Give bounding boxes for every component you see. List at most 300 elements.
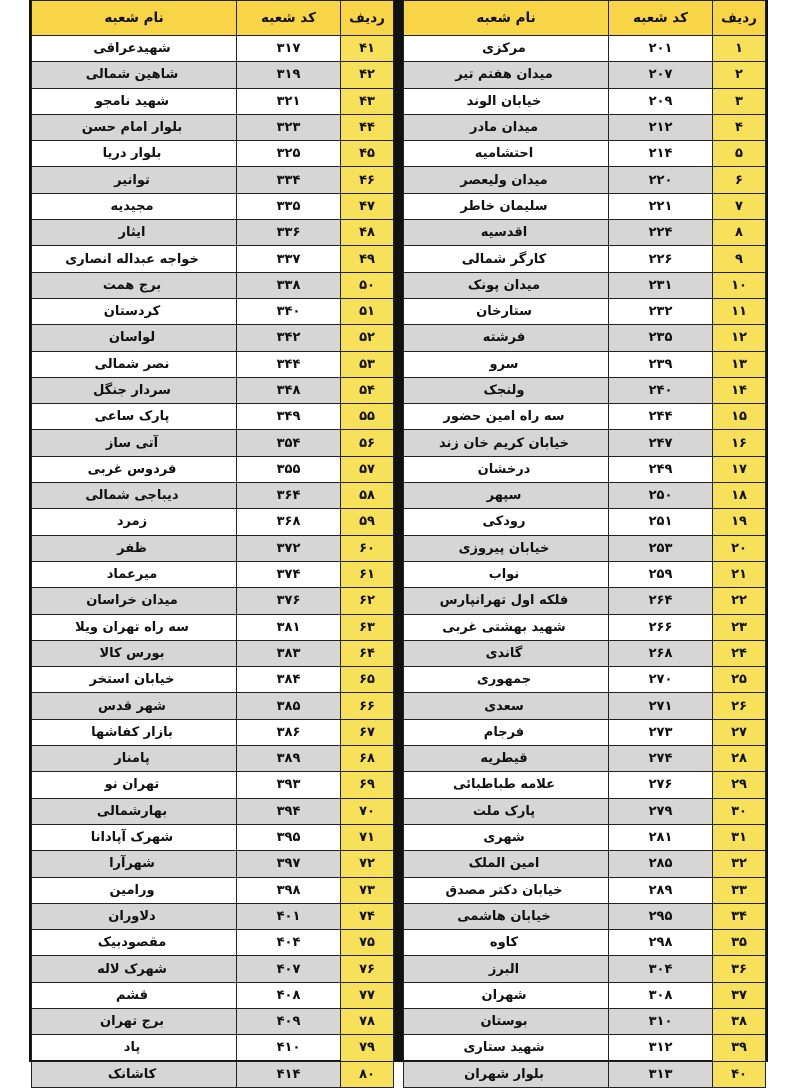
row-number-cell: ۵ bbox=[713, 141, 766, 167]
table-row bbox=[404, 62, 766, 88]
row-number-cell: ۲۹ bbox=[713, 772, 766, 798]
table-row bbox=[404, 141, 766, 167]
table-row bbox=[32, 982, 394, 1008]
branch-code-cell: ۲۷۶ bbox=[609, 772, 713, 798]
table-row bbox=[32, 614, 394, 640]
branch-name-cell: ایثار bbox=[32, 220, 237, 246]
table-body bbox=[32, 36, 394, 1088]
branch-table-right bbox=[401, 0, 768, 1082]
table-row bbox=[404, 1061, 766, 1087]
row-number-cell: ۶۸ bbox=[341, 746, 394, 772]
branch-name-cell: پارک ملت bbox=[404, 798, 609, 824]
branch-name-cell: ظفر bbox=[32, 535, 237, 561]
branch-code-cell: ۲۲۰ bbox=[609, 167, 713, 193]
branch-code-cell: ۲۰۷ bbox=[609, 62, 713, 88]
row-number-cell: ۴۹ bbox=[341, 246, 394, 272]
branch-code-cell: ۳۱۳ bbox=[609, 1061, 713, 1087]
branch-name-cell: درخشان bbox=[404, 456, 609, 482]
branch-name-cell: برج تهران bbox=[32, 1008, 237, 1034]
branch-code-cell: ۳۸۱ bbox=[237, 614, 341, 640]
table-row bbox=[404, 640, 766, 666]
table-row bbox=[32, 220, 394, 246]
branch-name-cell: خیابان هاشمی bbox=[404, 903, 609, 929]
table-row bbox=[32, 377, 394, 403]
branch-code-cell: ۳۵۵ bbox=[237, 456, 341, 482]
branch-name-cell: میدان خراسان bbox=[32, 588, 237, 614]
table-row bbox=[404, 851, 766, 877]
branch-name-cell: خیابان کریم خان زند bbox=[404, 430, 609, 456]
branch-name-cell: قیطریه bbox=[404, 746, 609, 772]
branch-name-cell: بهارشمالی bbox=[32, 798, 237, 824]
row-number-cell: ۴۷ bbox=[341, 193, 394, 219]
branch-name-cell: بازار کفاشها bbox=[32, 719, 237, 745]
branch-name-cell: تهران نو bbox=[32, 772, 237, 798]
table-row bbox=[32, 851, 394, 877]
row-number-cell: ۳۲ bbox=[713, 851, 766, 877]
branch-code-cell: ۳۸۴ bbox=[237, 667, 341, 693]
branch-name-cell: سه راه تهران ویلا bbox=[32, 614, 237, 640]
branch-name-cell: امین الملک bbox=[404, 851, 609, 877]
row-number-cell: ۶۴ bbox=[341, 640, 394, 666]
table-row bbox=[32, 903, 394, 929]
branch-name-cell: سپهر bbox=[404, 483, 609, 509]
row-number-cell: ۷ bbox=[713, 193, 766, 219]
branch-code-cell: ۳۳۷ bbox=[237, 246, 341, 272]
table-row bbox=[32, 246, 394, 272]
row-number-cell: ۶۹ bbox=[341, 772, 394, 798]
row-number-cell: ۷۹ bbox=[341, 1035, 394, 1061]
branch-name-cell: نصر شمالی bbox=[32, 351, 237, 377]
table-row bbox=[32, 272, 394, 298]
row-number-cell: ۶۶ bbox=[341, 693, 394, 719]
table-header-row bbox=[32, 1, 394, 36]
branch-code-cell: ۴۰۹ bbox=[237, 1008, 341, 1034]
table-row bbox=[32, 772, 394, 798]
branch-name-cell: خیابان پیروزی bbox=[404, 535, 609, 561]
row-number-cell: ۶۱ bbox=[341, 561, 394, 587]
branch-name-cell: کاوه bbox=[404, 930, 609, 956]
branch-code-cell: ۲۰۹ bbox=[609, 88, 713, 114]
row-number-cell: ۷۳ bbox=[341, 877, 394, 903]
table-row bbox=[32, 351, 394, 377]
branch-code-cell: ۳۲۳ bbox=[237, 114, 341, 140]
row-number-cell: ۲۳ bbox=[713, 614, 766, 640]
branch-name-cell: فرجام bbox=[404, 719, 609, 745]
branch-code-cell: ۲۹۸ bbox=[609, 930, 713, 956]
table-row bbox=[404, 561, 766, 587]
row-number-cell: ۲۰ bbox=[713, 535, 766, 561]
branch-code-cell: ۲۵۳ bbox=[609, 535, 713, 561]
table-row bbox=[404, 824, 766, 850]
branch-name-cell: سلیمان خاطر bbox=[404, 193, 609, 219]
branch-code-cell: ۲۴۷ bbox=[609, 430, 713, 456]
table-row bbox=[32, 561, 394, 587]
row-number-cell: ۳۹ bbox=[713, 1035, 766, 1061]
branch-code-cell: ۲۲۱ bbox=[609, 193, 713, 219]
branch-code-cell: ۲۳۱ bbox=[609, 272, 713, 298]
row-number-cell: ۶ bbox=[713, 167, 766, 193]
table-row bbox=[32, 404, 394, 430]
row-number-cell: ۳۸ bbox=[713, 1008, 766, 1034]
branch-name-cell: خیابان دکتر مصدق bbox=[404, 877, 609, 903]
row-number-cell: ۴ bbox=[713, 114, 766, 140]
table-row bbox=[32, 483, 394, 509]
row-number-cell: ۲۶ bbox=[713, 693, 766, 719]
row-number-cell: ۷۵ bbox=[341, 930, 394, 956]
branch-name-cell: شهید نامجو bbox=[32, 88, 237, 114]
row-number-cell: ۱۴ bbox=[713, 377, 766, 403]
row-number-cell: ۱۰ bbox=[713, 272, 766, 298]
table-row bbox=[32, 588, 394, 614]
row-number-cell: ۱۵ bbox=[713, 404, 766, 430]
branch-name-cell: سعدی bbox=[404, 693, 609, 719]
branch-code-cell: ۴۰۴ bbox=[237, 930, 341, 956]
branch-code-cell: ۳۷۲ bbox=[237, 535, 341, 561]
table-row bbox=[32, 877, 394, 903]
row-number-cell: ۶۲ bbox=[341, 588, 394, 614]
branch-name-cell: رودکی bbox=[404, 509, 609, 535]
table-row bbox=[404, 404, 766, 430]
table-row bbox=[404, 535, 766, 561]
row-number-cell: ۷۸ bbox=[341, 1008, 394, 1034]
table-row bbox=[404, 588, 766, 614]
table-row bbox=[32, 325, 394, 351]
row-number-cell: ۶۵ bbox=[341, 667, 394, 693]
branch-code-cell: ۳۹۴ bbox=[237, 798, 341, 824]
row-number-cell: ۲ bbox=[713, 62, 766, 88]
branch-code-cell: ۳۴۹ bbox=[237, 404, 341, 430]
header-branch-name: نام شعبه bbox=[404, 1, 609, 36]
branch-code-cell: ۴۰۱ bbox=[237, 903, 341, 929]
branch-code-cell: ۲۷۱ bbox=[609, 693, 713, 719]
table-row bbox=[32, 114, 394, 140]
row-number-cell: ۶۳ bbox=[341, 614, 394, 640]
row-number-cell: ۷۲ bbox=[341, 851, 394, 877]
branch-code-cell: ۲۷۰ bbox=[609, 667, 713, 693]
branch-name-cell: کردستان bbox=[32, 298, 237, 324]
branch-code-cell: ۳۸۵ bbox=[237, 693, 341, 719]
row-number-cell: ۹ bbox=[713, 246, 766, 272]
branch-name-cell: احتشامیه bbox=[404, 141, 609, 167]
branch-name-cell: ولنجک bbox=[404, 377, 609, 403]
table-row bbox=[404, 772, 766, 798]
branch-code-cell: ۳۹۵ bbox=[237, 824, 341, 850]
row-number-cell: ۱۳ bbox=[713, 351, 766, 377]
row-number-cell: ۶۷ bbox=[341, 719, 394, 745]
branch-code-cell: ۲۲۴ bbox=[609, 220, 713, 246]
branch-code-cell: ۲۴۰ bbox=[609, 377, 713, 403]
branch-code-cell: ۲۹۵ bbox=[609, 903, 713, 929]
branch-name-cell: شهری bbox=[404, 824, 609, 850]
row-number-cell: ۴۵ bbox=[341, 141, 394, 167]
branch-name-cell: بلوار شهران bbox=[404, 1061, 609, 1087]
table-row bbox=[404, 746, 766, 772]
row-number-cell: ۷۱ bbox=[341, 824, 394, 850]
branch-code-cell: ۲۶۶ bbox=[609, 614, 713, 640]
branch-code-cell: ۲۷۴ bbox=[609, 746, 713, 772]
branch-name-cell: دلاوران bbox=[32, 903, 237, 929]
table-row bbox=[404, 167, 766, 193]
branch-code-cell: ۴۱۴ bbox=[237, 1061, 341, 1087]
branch-name-cell: شهرک آپادانا bbox=[32, 824, 237, 850]
table-row bbox=[404, 351, 766, 377]
branch-name-cell: میرعماد bbox=[32, 561, 237, 587]
row-number-cell: ۵۰ bbox=[341, 272, 394, 298]
branch-name-cell: بلوار امام حسن bbox=[32, 114, 237, 140]
branch-name-cell: قشم bbox=[32, 982, 237, 1008]
branch-name-cell: فردوس غربی bbox=[32, 456, 237, 482]
row-number-cell: ۸ bbox=[713, 220, 766, 246]
branch-code-cell: ۲۸۹ bbox=[609, 877, 713, 903]
branch-name-cell: میدان مادر bbox=[404, 114, 609, 140]
table-row bbox=[32, 509, 394, 535]
branch-name-cell: مقصودبیک bbox=[32, 930, 237, 956]
row-number-cell: ۳۰ bbox=[713, 798, 766, 824]
row-number-cell: ۷۶ bbox=[341, 956, 394, 982]
branch-table-left bbox=[29, 0, 396, 1082]
branch-code-cell: ۳۱۷ bbox=[237, 36, 341, 62]
table-row bbox=[404, 483, 766, 509]
branch-name-cell: علامه طباطبائی bbox=[404, 772, 609, 798]
table-row bbox=[404, 298, 766, 324]
row-number-cell: ۳۴ bbox=[713, 903, 766, 929]
table-row bbox=[404, 667, 766, 693]
branch-code-cell: ۲۸۱ bbox=[609, 824, 713, 850]
row-number-cell: ۴۳ bbox=[341, 88, 394, 114]
branch-name-cell: نواب bbox=[404, 561, 609, 587]
branch-name-cell: البرز bbox=[404, 956, 609, 982]
branch-name-cell: شهرک لاله bbox=[32, 956, 237, 982]
table-header-row bbox=[404, 1, 766, 36]
branch-code-cell: ۳۱۰ bbox=[609, 1008, 713, 1034]
branch-code-cell: ۳۳۶ bbox=[237, 220, 341, 246]
table-row bbox=[32, 693, 394, 719]
branch-name-cell: کاشانک bbox=[32, 1061, 237, 1087]
table-row bbox=[32, 824, 394, 850]
table-row bbox=[404, 693, 766, 719]
row-number-cell: ۵۳ bbox=[341, 351, 394, 377]
branch-code-cell: ۳۶۸ bbox=[237, 509, 341, 535]
branch-name-cell: پامنار bbox=[32, 746, 237, 772]
table-row bbox=[32, 193, 394, 219]
table-row bbox=[404, 246, 766, 272]
table-row bbox=[404, 272, 766, 298]
branch-name-cell: میدان هفتم تیر bbox=[404, 62, 609, 88]
branch-name-cell: پاد bbox=[32, 1035, 237, 1061]
header-row-number: ردیف bbox=[341, 1, 394, 36]
row-number-cell: ۲۲ bbox=[713, 588, 766, 614]
table-row bbox=[404, 509, 766, 535]
branch-code-cell: ۳۹۷ bbox=[237, 851, 341, 877]
branch-code-cell: ۲۶۴ bbox=[609, 588, 713, 614]
table-row bbox=[404, 377, 766, 403]
row-number-cell: ۱۶ bbox=[713, 430, 766, 456]
branch-name-cell: زمرد bbox=[32, 509, 237, 535]
branch-name-cell: سردار جنگل bbox=[32, 377, 237, 403]
row-number-cell: ۴۲ bbox=[341, 62, 394, 88]
table-row bbox=[32, 956, 394, 982]
row-number-cell: ۴۱ bbox=[341, 36, 394, 62]
branch-code-cell: ۳۳۵ bbox=[237, 193, 341, 219]
row-number-cell: ۴۸ bbox=[341, 220, 394, 246]
table-row bbox=[404, 982, 766, 1008]
branch-code-cell: ۲۵۹ bbox=[609, 561, 713, 587]
branch-code-cell: ۳۱۲ bbox=[609, 1035, 713, 1061]
table-row bbox=[32, 430, 394, 456]
row-number-cell: ۷۰ bbox=[341, 798, 394, 824]
branch-code-cell: ۳۳۸ bbox=[237, 272, 341, 298]
branch-name-cell: شهران bbox=[404, 982, 609, 1008]
table-row bbox=[404, 456, 766, 482]
table-row bbox=[32, 298, 394, 324]
row-number-cell: ۸۰ bbox=[341, 1061, 394, 1087]
table-row bbox=[32, 1061, 394, 1087]
branch-code-cell: ۳۴۰ bbox=[237, 298, 341, 324]
table-row bbox=[32, 640, 394, 666]
table-row bbox=[32, 535, 394, 561]
table-row bbox=[32, 746, 394, 772]
header-branch-code: کد شعبه bbox=[609, 1, 713, 36]
branch-name-cell: شاهین شمالی bbox=[32, 62, 237, 88]
branch-code-cell: ۳۰۸ bbox=[609, 982, 713, 1008]
branch-name-cell: بوستان bbox=[404, 1008, 609, 1034]
table-row bbox=[404, 1008, 766, 1034]
table-row bbox=[32, 36, 394, 62]
table-row bbox=[32, 719, 394, 745]
table-row bbox=[404, 798, 766, 824]
branch-code-cell: ۳۷۶ bbox=[237, 588, 341, 614]
header-branch-name: نام شعبه bbox=[32, 1, 237, 36]
branch-table bbox=[403, 0, 766, 1088]
branch-code-cell: ۳۴۲ bbox=[237, 325, 341, 351]
table-row bbox=[404, 430, 766, 456]
table-row bbox=[404, 88, 766, 114]
branch-code-cell: ۳۶۴ bbox=[237, 483, 341, 509]
branch-code-cell: ۲۵۰ bbox=[609, 483, 713, 509]
row-number-cell: ۲۸ bbox=[713, 746, 766, 772]
table-row bbox=[404, 903, 766, 929]
row-number-cell: ۱۸ bbox=[713, 483, 766, 509]
branch-list-sheet bbox=[29, 0, 768, 1082]
row-number-cell: ۵۴ bbox=[341, 377, 394, 403]
branch-code-cell: ۳۳۴ bbox=[237, 167, 341, 193]
table-row bbox=[404, 36, 766, 62]
row-number-cell: ۷۴ bbox=[341, 903, 394, 929]
row-number-cell: ۵۱ bbox=[341, 298, 394, 324]
branch-name-cell: برج همت bbox=[32, 272, 237, 298]
branch-code-cell: ۲۷۹ bbox=[609, 798, 713, 824]
table-row bbox=[404, 719, 766, 745]
branch-code-cell: ۳۹۳ bbox=[237, 772, 341, 798]
branch-name-cell: اقدسیه bbox=[404, 220, 609, 246]
row-number-cell: ۷۷ bbox=[341, 982, 394, 1008]
branch-code-cell: ۲۴۴ bbox=[609, 404, 713, 430]
row-number-cell: ۳۳ bbox=[713, 877, 766, 903]
branch-name-cell: بلوار دریا bbox=[32, 141, 237, 167]
branch-name-cell: مرکزی bbox=[404, 36, 609, 62]
row-number-cell: ۵۹ bbox=[341, 509, 394, 535]
branch-name-cell: توانیر bbox=[32, 167, 237, 193]
row-number-cell: ۳۱ bbox=[713, 824, 766, 850]
branch-code-cell: ۲۰۱ bbox=[609, 36, 713, 62]
table-row bbox=[32, 167, 394, 193]
branch-name-cell: ستارخان bbox=[404, 298, 609, 324]
row-number-cell: ۱۹ bbox=[713, 509, 766, 535]
table-row bbox=[404, 956, 766, 982]
branch-table bbox=[31, 0, 394, 1088]
branch-name-cell: پارک ساعی bbox=[32, 404, 237, 430]
branch-code-cell: ۴۰۷ bbox=[237, 956, 341, 982]
branch-code-cell: ۳۹۸ bbox=[237, 877, 341, 903]
row-number-cell: ۱۷ bbox=[713, 456, 766, 482]
table-row bbox=[404, 930, 766, 956]
header-branch-code: کد شعبه bbox=[237, 1, 341, 36]
branch-name-cell: فلکه اول تهرانپارس bbox=[404, 588, 609, 614]
branch-code-cell: ۳۰۴ bbox=[609, 956, 713, 982]
row-number-cell: ۳ bbox=[713, 88, 766, 114]
branch-name-cell: خیابان الوند bbox=[404, 88, 609, 114]
row-number-cell: ۳۶ bbox=[713, 956, 766, 982]
branch-code-cell: ۳۸۶ bbox=[237, 719, 341, 745]
table-row bbox=[32, 1008, 394, 1034]
row-number-cell: ۵۵ bbox=[341, 404, 394, 430]
table-row bbox=[32, 930, 394, 956]
branch-name-cell: سه راه امین حضور bbox=[404, 404, 609, 430]
row-number-cell: ۱ bbox=[713, 36, 766, 62]
branch-name-cell: میدان پونک bbox=[404, 272, 609, 298]
branch-code-cell: ۲۱۲ bbox=[609, 114, 713, 140]
branch-name-cell: لواسان bbox=[32, 325, 237, 351]
branch-code-cell: ۳۴۴ bbox=[237, 351, 341, 377]
row-number-cell: ۳۷ bbox=[713, 982, 766, 1008]
branch-code-cell: ۳۷۴ bbox=[237, 561, 341, 587]
branch-code-cell: ۳۴۸ bbox=[237, 377, 341, 403]
branch-name-cell: فرشته bbox=[404, 325, 609, 351]
row-number-cell: ۵۲ bbox=[341, 325, 394, 351]
row-number-cell: ۴۴ bbox=[341, 114, 394, 140]
table-row bbox=[32, 88, 394, 114]
row-number-cell: ۱۱ bbox=[713, 298, 766, 324]
branch-name-cell: دیباجی شمالی bbox=[32, 483, 237, 509]
row-number-cell: ۵۷ bbox=[341, 456, 394, 482]
branch-code-cell: ۲۳۹ bbox=[609, 351, 713, 377]
table-row bbox=[32, 456, 394, 482]
branch-code-cell: ۲۶۸ bbox=[609, 640, 713, 666]
branch-code-cell: ۲۱۴ bbox=[609, 141, 713, 167]
branch-code-cell: ۲۳۲ bbox=[609, 298, 713, 324]
table-row bbox=[404, 877, 766, 903]
branch-name-cell: میدان ولیعصر bbox=[404, 167, 609, 193]
row-number-cell: ۲۴ bbox=[713, 640, 766, 666]
branch-code-cell: ۳۵۴ bbox=[237, 430, 341, 456]
branch-name-cell: شهید بهشتی غربی bbox=[404, 614, 609, 640]
row-number-cell: ۲۱ bbox=[713, 561, 766, 587]
row-number-cell: ۶۰ bbox=[341, 535, 394, 561]
row-number-cell: ۲۷ bbox=[713, 719, 766, 745]
table-row bbox=[32, 1035, 394, 1061]
row-number-cell: ۲۵ bbox=[713, 667, 766, 693]
table-row bbox=[32, 798, 394, 824]
table-row bbox=[32, 667, 394, 693]
branch-name-cell: شهرآرا bbox=[32, 851, 237, 877]
branch-name-cell: گاندی bbox=[404, 640, 609, 666]
table-row bbox=[404, 220, 766, 246]
branch-name-cell: شهر قدس bbox=[32, 693, 237, 719]
branch-name-cell: ورامین bbox=[32, 877, 237, 903]
branch-code-cell: ۳۲۵ bbox=[237, 141, 341, 167]
branch-name-cell: شهیدعراقی bbox=[32, 36, 237, 62]
branch-code-cell: ۲۷۳ bbox=[609, 719, 713, 745]
